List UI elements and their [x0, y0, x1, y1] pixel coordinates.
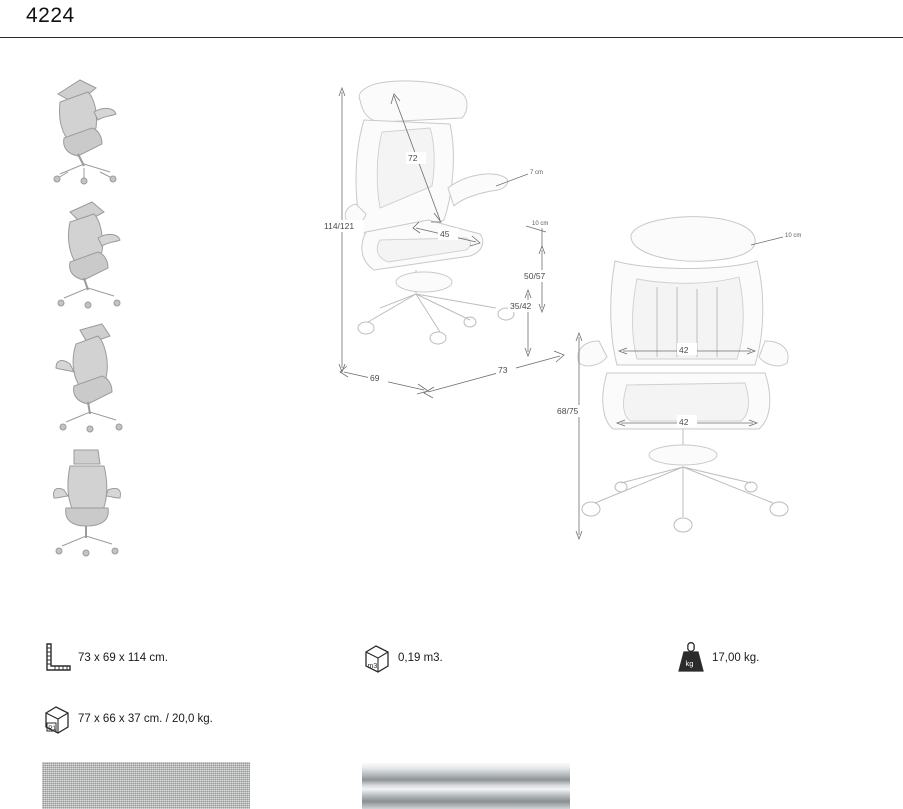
dim-backrest: 72 — [408, 153, 418, 163]
chair-photo-angle-1 — [40, 72, 140, 188]
chair-photo-angle-4 — [40, 444, 140, 560]
chair-photo-angle-3 — [40, 320, 140, 436]
svg-text:P1: P1 — [48, 725, 57, 732]
spec-weight — [676, 642, 759, 674]
volume-box-icon — [362, 642, 392, 674]
chair-photo-angle-2 — [40, 196, 140, 312]
chrome-swatch — [362, 762, 570, 809]
dim-seat-width: 42 — [679, 417, 689, 427]
material-swatches — [0, 762, 903, 809]
ruler-icon — [42, 642, 72, 674]
spec-dimensions-value: 73 x 69 x 114 cm. — [78, 652, 168, 664]
dim-back-note: 10 cm — [785, 233, 802, 239]
page-header — [0, 0, 903, 38]
svg-text:kg: kg — [685, 659, 694, 668]
spec-volume — [362, 642, 443, 674]
page-title: 4224 — [26, 4, 75, 27]
dim-armrest-note: 7 cm — [530, 170, 544, 176]
spec-package-value: 77 x 66 x 37 cm. / 20,0 kg. — [78, 713, 213, 725]
dim-seat-height-low: 35/42 — [510, 301, 532, 311]
fabric-swatch — [42, 762, 250, 809]
spec-package — [42, 703, 213, 735]
spec-weight-value: 17,00 kg. — [712, 652, 760, 664]
product-photo-strip — [40, 72, 150, 568]
dim-height-total: 114/121 — [324, 221, 355, 231]
dim-back-width: 42 — [679, 345, 689, 355]
spec-dimensions — [42, 642, 168, 674]
weight-icon — [676, 642, 706, 674]
front-view-technical-drawing — [557, 215, 895, 575]
package-box-icon — [42, 703, 72, 735]
dim-seat-height: 50/57 — [524, 271, 546, 281]
dim-depth: 69 — [370, 373, 380, 383]
dim-seat-depth: 45 — [440, 229, 450, 239]
spec-volume-value: 0,19 m3. — [398, 652, 443, 664]
dim-seat-thickness: 10 cm — [532, 221, 549, 227]
dim-depth-overall: 73 — [498, 365, 508, 375]
dim-height-partial: 68/75 — [557, 406, 579, 416]
svg-text:m3: m3 — [367, 663, 378, 670]
